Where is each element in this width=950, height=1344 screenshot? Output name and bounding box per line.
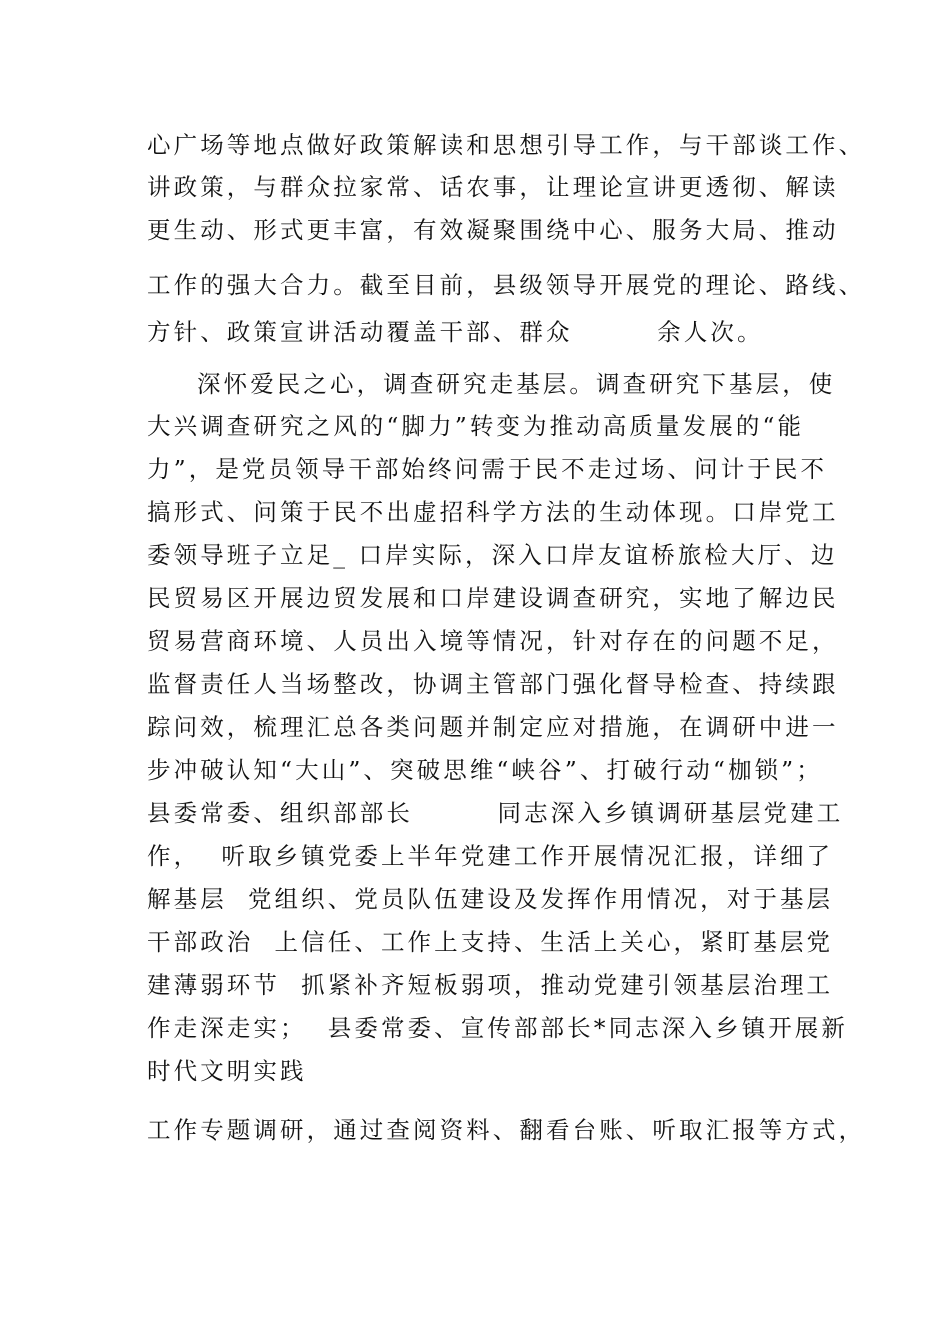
text-line: 心广场等地点做好政策解读和思想引导工作，与干部谈工作、 [147,131,866,159]
text-line: 时代文明实践 [147,1057,307,1085]
text-line: 建薄弱环节 抓紧补齐短板弱项，推动党建引领基层治理工 [147,971,834,999]
text-line: 作走深走实； 县委常委、宣传部部长*同志深入乡镇开展新 [147,1014,848,1042]
text-line: 力”，是党员领导干部始终问需于民不走过场、问计于民不 [147,455,828,483]
text-line: 步冲破认知“大山”、突破思维“峡谷”、打破行动“枷锁”； [147,756,823,784]
text-line: 民贸易区开展边贸发展和口岸建设调查研究，实地了解边民 [147,584,839,612]
text-line: 委领导班子立足_ 口岸实际，深入口岸友谊桥旅检大厅、边 [147,541,838,569]
text-line: 县委常委、组织部部长 同志深入乡镇调研基层党建工 [147,799,844,827]
text-line: 大兴调查研究之风的“脚力”转变为推动高质量发展的“能 [147,412,805,440]
text-line: 解基层 党组织、党员队伍建设及发挥作用情况，对于基层 [147,885,834,913]
text-line: 搞形式、问策于民不出虚招科学方法的生动体现。口岸党工 [147,498,839,526]
text-line: 工作专题调研，通过查阅资料、翻看台账、听取汇报等方式， [147,1116,866,1144]
text-line: 作， 听取乡镇党委上半年党建工作开展情况汇报，详细了 [147,842,834,870]
text-line: 干部政治 上信任、工作上支持、生活上关心，紧盯基层党 [147,928,834,956]
text-line: 讲政策，与群众拉家常、话农事，让理论宣讲更透彻、解读 [147,173,839,201]
text-line: 工作的强大合力。截至目前，县级领导开展党的理论、路线、 [147,271,866,299]
text-line: 方针、政策宣讲活动覆盖干部、群众 余人次。 [147,318,764,346]
text-line: 贸易营商环境、人员出入境等情况，针对存在的问题不足， [147,627,839,655]
text-line: 更生动、形式更丰富，有效凝聚围绕中心、服务大局、推动 [147,216,839,244]
text-line: 监督责任人当场整改，协调主管部门强化督导检查、持续跟 [147,670,839,698]
text-line: 踪问效，梳理汇总各类问题并制定应对措施，在调研中进一 [147,713,839,741]
paragraph-first-line: 深怀爱民之心，调查研究走基层。调查研究下基层，使 [197,370,836,398]
